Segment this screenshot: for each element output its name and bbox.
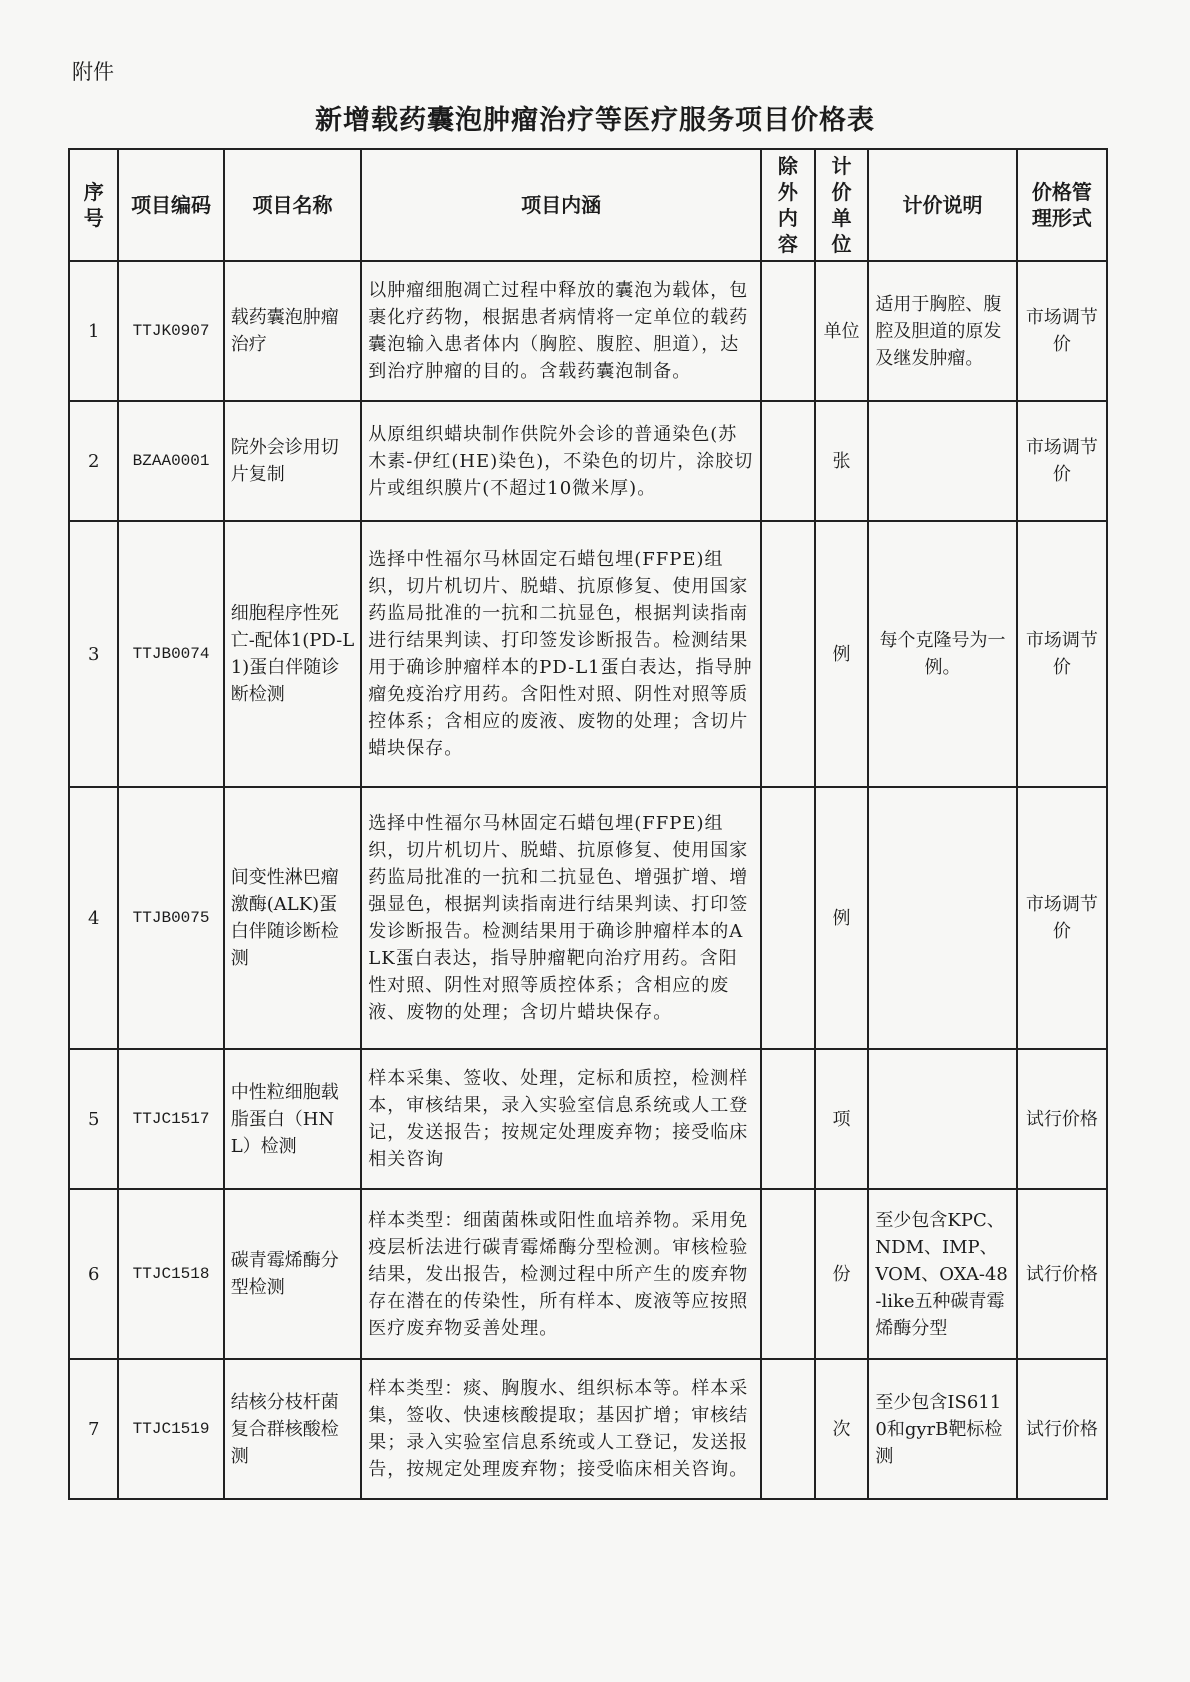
table-row <box>69 261 1107 401</box>
row-seq: 1 <box>69 261 118 401</box>
row-unit: 例 <box>815 787 869 1049</box>
row-unit: 份 <box>815 1189 869 1359</box>
row-code: BZAA0001 <box>118 401 223 521</box>
row-code: TTJK0907 <box>118 261 223 401</box>
header-row <box>69 149 1107 261</box>
document-title: 新增载药囊泡肿瘤治疗等医疗服务项目价格表 <box>315 105 875 136</box>
header-unit: 计价单位 <box>815 149 869 261</box>
row-content: 样本采集、签收、处理，定标和质控，检测样本，审核结果，录入实验室信息系统或人工登记，发送报告；按规定处理废弃物；接受临床相关咨询 <box>361 1049 761 1189</box>
row-excluded <box>761 1359 815 1499</box>
header-excluded: 除外内容 <box>761 149 815 261</box>
row-name: 结核分枝杆菌复合群核酸检测 <box>224 1359 362 1499</box>
price-table <box>68 148 1108 1500</box>
header-content: 项目内涵 <box>361 149 761 261</box>
row-name: 载药囊泡肿瘤治疗 <box>224 261 362 401</box>
row-content: 选择中性福尔马林固定石蜡包埋(FFPE)组织，切片机切片、脱蜡、抗原修复、使用国家药监局批准的一抗和二抗显色，根据判读指南进行结果判读、打印签发诊断报告。检测结果用于确诊肿瘤样本的PD-L1蛋白表达，指导肿瘤免疫治疗用药。含阳性对照、阴性对照等质控体系；含相应的废液、废物的处理；含切片蜡块保存。 <box>361 521 761 787</box>
header-pricing-note: 计价说明 <box>868 149 1016 261</box>
header-code: 项目编码 <box>118 149 223 261</box>
row-pricing-note <box>868 401 1016 521</box>
row-name: 中性粒细胞载脂蛋白（HNL）检测 <box>224 1049 362 1189</box>
row-unit: 张 <box>815 401 869 521</box>
row-management: 试行价格 <box>1017 1359 1107 1499</box>
row-content: 样本类型：细菌菌株或阳性血培养物。采用免疫层析法进行碳青霉烯酶分型检测。审核检验结果，发出报告，检测过程中所产生的废弃物存在潜在的传染性，所有样本、废液等应按照医疗废弃物妥善处理。 <box>361 1189 761 1359</box>
row-name: 间变性淋巴瘤激酶(ALK)蛋白伴随诊断检测 <box>224 787 362 1049</box>
row-management: 试行价格 <box>1017 1049 1107 1189</box>
row-management: 市场调节价 <box>1017 787 1107 1049</box>
row-unit: 项 <box>815 1049 869 1189</box>
table-row <box>69 1049 1107 1189</box>
attachment-label: 附件 <box>72 60 114 84</box>
row-pricing-note: 至少包含KPC、NDM、IMP、VOM、OXA-48-like五种碳青霉烯酶分型 <box>868 1189 1016 1359</box>
row-name: 碳青霉烯酶分型检测 <box>224 1189 362 1359</box>
row-management: 市场调节价 <box>1017 261 1107 401</box>
row-name: 细胞程序性死亡-配体1(PD-L1)蛋白伴随诊断检测 <box>224 521 362 787</box>
table-row <box>69 401 1107 521</box>
row-seq: 7 <box>69 1359 118 1499</box>
row-pricing-note: 至少包含IS6110和gyrB靶标检测 <box>868 1359 1016 1499</box>
row-pricing-note: 适用于胸腔、腹腔及胆道的原发及继发肿瘤。 <box>868 261 1016 401</box>
row-unit: 单位 <box>815 261 869 401</box>
row-seq: 6 <box>69 1189 118 1359</box>
row-unit: 例 <box>815 521 869 787</box>
header-management: 价格管理形式 <box>1017 149 1107 261</box>
row-management: 市场调节价 <box>1017 521 1107 787</box>
row-content: 从原组织蜡块制作供院外会诊的普通染色(苏木素-伊红(HE)染色)，不染色的切片，涂胶切片或组织膜片(不超过10微米厚)。 <box>361 401 761 521</box>
header-name: 项目名称 <box>224 149 362 261</box>
row-code: TTJC1517 <box>118 1049 223 1189</box>
row-unit: 次 <box>815 1359 869 1499</box>
row-management: 试行价格 <box>1017 1189 1107 1359</box>
row-name: 院外会诊用切片复制 <box>224 401 362 521</box>
row-excluded <box>761 521 815 787</box>
table-row <box>69 1189 1107 1359</box>
row-management: 市场调节价 <box>1017 401 1107 521</box>
row-excluded <box>761 401 815 521</box>
row-content: 样本类型：痰、胸腹水、组织标本等。样本采集，签收、快速核酸提取；基因扩增；审核结果；录入实验室信息系统或人工登记，发送报告，按规定处理废弃物；接受临床相关咨询。 <box>361 1359 761 1499</box>
header-seq: 序号 <box>69 149 118 261</box>
table-row <box>69 1359 1107 1499</box>
row-seq: 2 <box>69 401 118 521</box>
row-excluded <box>761 1049 815 1189</box>
row-seq: 3 <box>69 521 118 787</box>
row-excluded <box>761 261 815 401</box>
row-pricing-note <box>868 1049 1016 1189</box>
row-content: 选择中性福尔马林固定石蜡包埋(FFPE)组织，切片机切片、脱蜡、抗原修复、使用国家药监局批准的一抗和二抗显色、增强扩增、增强显色，根据判读指南进行结果判读、打印签发诊断报告。检测结果用于确诊肿瘤样本的ALK蛋白表达，指导肿瘤靶向治疗用药。含阳性对照、阴性对照等质控体系；含相应的废液、废物的处理；含切片蜡块保存。 <box>361 787 761 1049</box>
row-excluded <box>761 787 815 1049</box>
row-code: TTJC1518 <box>118 1189 223 1359</box>
row-pricing-note: 每个克隆号为一例。 <box>868 521 1016 787</box>
table-row <box>69 787 1107 1049</box>
row-pricing-note <box>868 787 1016 1049</box>
row-code: TTJB0075 <box>118 787 223 1049</box>
row-excluded <box>761 1189 815 1359</box>
table-row <box>69 521 1107 787</box>
row-code: TTJC1519 <box>118 1359 223 1499</box>
row-code: TTJB0074 <box>118 521 223 787</box>
row-seq: 5 <box>69 1049 118 1189</box>
row-content: 以肿瘤细胞凋亡过程中释放的囊泡为载体，包裹化疗药物，根据患者病情将一定单位的载药囊泡输入患者体内（胸腔、腹腔、胆道），达到治疗肿瘤的目的。含载药囊泡制备。 <box>361 261 761 401</box>
row-seq: 4 <box>69 787 118 1049</box>
